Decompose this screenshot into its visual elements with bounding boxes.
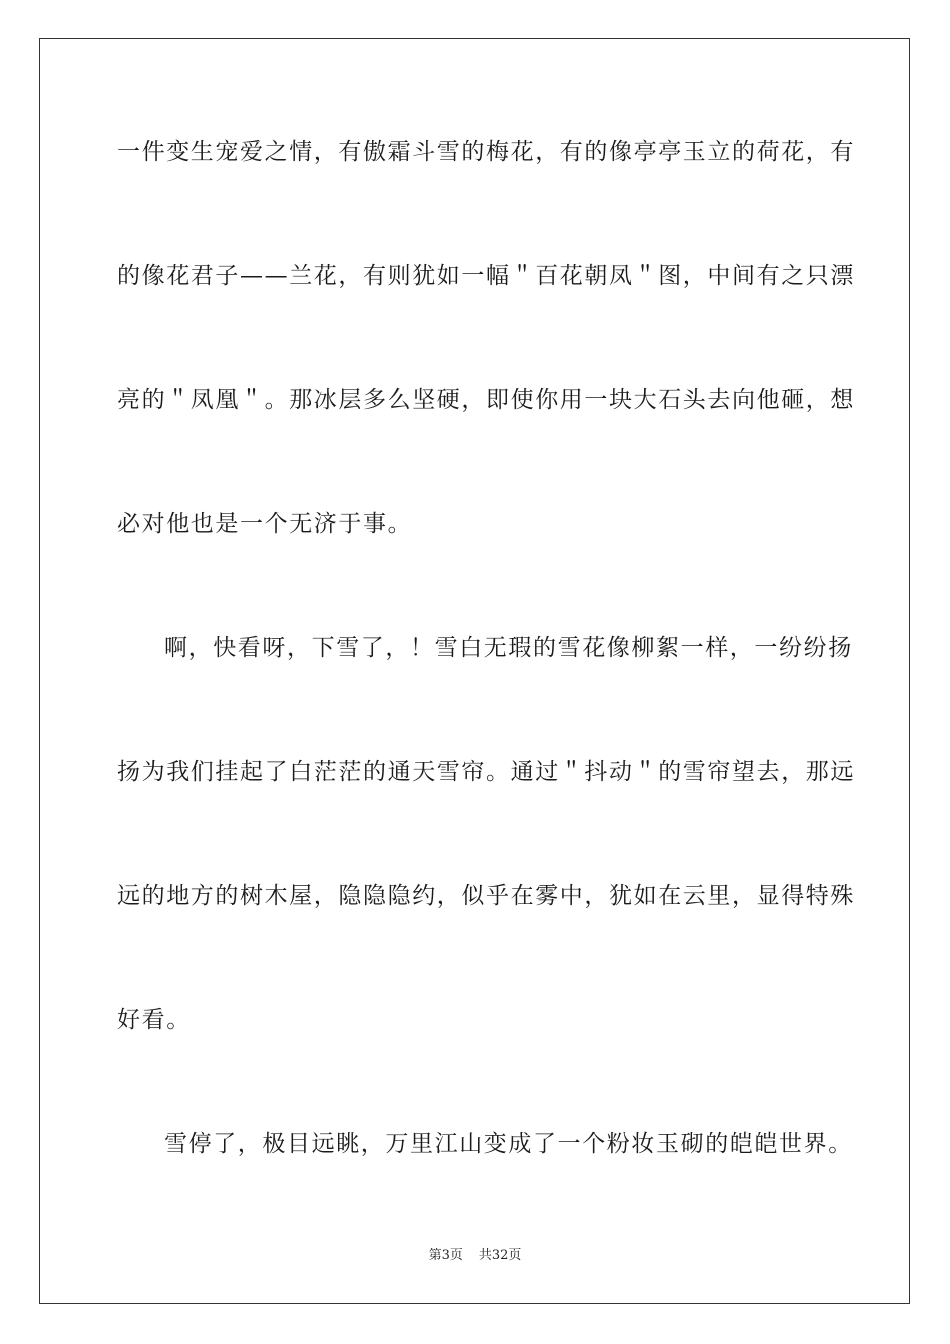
- paragraph-2-line-1: 啊，快看呀，下雪了，！雪白无瑕的雪花像柳絮一样，一纷纷扬: [164, 635, 853, 661]
- paragraph-1-line-2: 的像花君子——兰花，有则犹如一幅＂百花朝凤＂图，中间有之只漂: [117, 263, 855, 289]
- page-total: 共32页: [478, 1248, 522, 1263]
- paragraph-1-line-1: 一件变生宠爱之情，有傲霜斗雪的梅花，有的像亭亭玉立的荷花，有: [117, 139, 855, 165]
- paragraph-3-line-1: 雪停了，极目远眺，万里江山变成了一个粉妆玉砌的皑皑世界。: [164, 1131, 853, 1157]
- paragraph-2-line-3: 远的地方的树木屋，隐隐隐约，似乎在雾中，犹如在云里，显得特殊: [117, 883, 855, 909]
- paragraph-2-line-4: 好看。: [117, 1007, 191, 1033]
- paragraph-1-line-4: 必对他也是一个无济于事。: [117, 511, 413, 537]
- page-footer: [0, 1247, 950, 1265]
- page-number: 第3页: [428, 1248, 463, 1263]
- paragraph-1-line-3: 亮的＂凤凰＂。那冰层多么坚硬，即使你用一块大石头去向他砸，想: [117, 387, 855, 413]
- page-border: [39, 38, 910, 1304]
- paragraph-2-line-2: 扬为我们挂起了白茫茫的通天雪帘。通过＂抖动＂的雪帘望去，那远: [117, 759, 855, 785]
